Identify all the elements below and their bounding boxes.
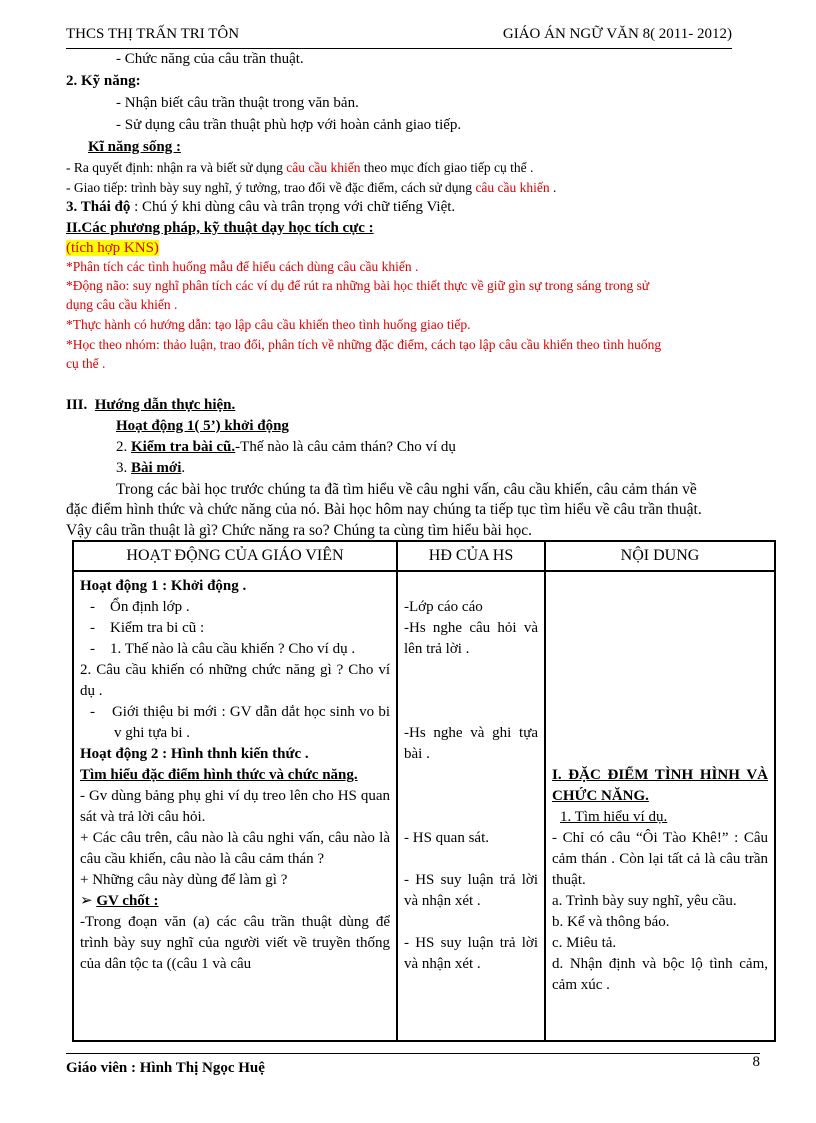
topic-title: Tìm hiểu đặc điểm hình thức và chức năng. xyxy=(80,767,358,783)
table-header-row xyxy=(73,541,775,571)
teacher-signature: Giáo viên : Hình Thị Ngọc Huệ xyxy=(66,1060,265,1076)
list-item: - Giới thiệu bi mới : GV dẫn dắt học sinh vo bi v ghi tựa bi . xyxy=(90,704,391,741)
col-header-student: HĐ CỦA HS xyxy=(397,541,545,571)
content-item: a. Trình bày suy nghĩ, yêu cầu. xyxy=(552,893,737,909)
question-2: 2. Câu cầu khiến có những chức năng gì ? Cho ví dụ . xyxy=(80,662,390,699)
life-skill-2: - Giao tiếp: trình bày suy nghĩ, ý tưởng, trao đổi về đặc điểm, cách sử dụng câu cầu khiến . xyxy=(66,180,557,195)
intro-line: đặc điểm hình thức và chức năng của nó. Bài học hôm nay chúng ta tiếp tục tìm hiểu về câu trần thuật. xyxy=(66,501,702,518)
list-item: - Ổn định lớp . xyxy=(90,599,190,615)
method-item: *Phân tích các tình huống mẫu để hiểu cách dùng câu cầu khiến . xyxy=(66,259,419,274)
lesson-table xyxy=(72,540,776,1042)
methods-heading: II.Các phương pháp, kỹ thuật dạy học tích cực : xyxy=(66,220,374,236)
student-step: -Hs nghe và ghi tựa bài . xyxy=(404,725,538,762)
document-title: GIÁO ÁN NGỮ VĂN 8( 2011- 2012) xyxy=(502,26,732,42)
content-subheading: 1. Tìm hiểu ví dụ. xyxy=(560,809,668,825)
list-item: - 1. Thế nào là câu cầu khiến ? Cho ví dụ . xyxy=(90,641,356,657)
attitude: 3. Thái độ : Chú ý khi dùng câu và trân trọng với chữ tiếng Việt. xyxy=(66,199,456,215)
page-header xyxy=(66,26,732,49)
student-step: -Lớp cáo cáo xyxy=(404,599,483,615)
col-header-content: NỘI DUNG xyxy=(545,541,775,571)
student-step: - HS suy luận trả lời và nhận xét . xyxy=(404,872,538,909)
teacher-step: -Trong đoạn văn (a) các câu trần thuật dùng để trình bày suy nghĩ của người viết về truyền thống của dân tộc ta ((câu 1 và câu xyxy=(80,914,390,972)
teacher-step: + Các câu trên, câu nào là câu nghi vấn, câu nào là câu cầu khiến, câu nào là câu cảm thán ? xyxy=(80,830,390,867)
gv-chot: ➢ GV chốt : xyxy=(80,893,159,909)
table-row xyxy=(73,571,775,1041)
arrow-bullet-icon: ➢ xyxy=(80,893,93,909)
intro-line: Vậy câu trần thuật là gì? Chức năng ra so? Chúng ta cùng tìm hiểu bài học. xyxy=(66,522,532,539)
content-item: - Chỉ có câu “Ôi Tào Khê!” : Câu cảm thán . Còn lại tất cả là câu trần thuật. xyxy=(552,830,768,888)
skill-item: - Nhận biết câu trần thuật trong văn bản. xyxy=(116,95,359,111)
content-item: c. Miêu tả. xyxy=(552,935,617,951)
kns-tag: (tích hợp KNS) xyxy=(66,240,159,256)
page-number: 8 xyxy=(752,1054,760,1070)
check-old-lesson: 2. Kiểm tra bài cũ.-Thế nào là câu cảm thán? Cho ví dụ xyxy=(116,439,456,455)
content-item: b. Kể và thông báo. xyxy=(552,914,670,930)
student-step: - HS suy luận trả lời và nhận xét . xyxy=(404,935,538,972)
method-item: dụng câu cầu khiến . xyxy=(66,297,178,312)
skill-item: - Sử dụng câu trần thuật phù hợp với hoàn cảnh giao tiếp. xyxy=(116,117,462,133)
guide-heading: III. Hướng dẫn thực hiện. xyxy=(66,397,236,413)
activity-2-title: Hoạt động 2 : Hình thnh kiến thức . xyxy=(80,746,309,762)
teacher-cell xyxy=(73,571,397,1041)
life-skill-1: - Ra quyết định: nhận ra và biết sử dụng câu cầu khiến theo mục đích giao tiếp cụ thể . xyxy=(66,160,534,175)
content-heading: I. ĐẶC ĐIỂM TÌNH HÌNH VÀ CHỨC NĂNG. xyxy=(552,767,768,804)
teacher-step: - Gv dùng bảng phụ ghi ví dụ treo lên cho HS quan sát và trả lời câu hỏi. xyxy=(80,788,390,825)
new-lesson: 3. Bài mới. xyxy=(116,460,186,476)
page-footer xyxy=(66,1053,760,1076)
activity-1-title: Hoạt động 1 : Khởi động . xyxy=(80,578,247,594)
content-cell xyxy=(545,571,775,1041)
student-step: -Hs nghe câu hỏi và lên trả lời . xyxy=(404,620,538,657)
content-item: d. Nhận định và bộc lộ tình cảm, cảm xúc . xyxy=(552,956,768,993)
list-item: - Kiểm tra bi cũ : xyxy=(90,620,205,636)
method-item: *Học theo nhóm: thảo luận, trao đổi, phân tích về những đặc điểm, cách tạo lập câu cầu khiến theo tình huống xyxy=(66,337,662,352)
method-item: cụ thể . xyxy=(66,356,106,371)
school-name: THCS THỊ TRẤN TRI TÔN xyxy=(66,26,240,42)
method-item: *Thực hành có hướng dẫn: tạo lập câu cầu khiến theo tình huống giao tiếp. xyxy=(66,317,471,332)
skills-heading: 2. Kỹ năng: xyxy=(66,73,141,89)
life-skills-heading: Kĩ năng sống : xyxy=(88,139,181,155)
student-step: - HS quan sát. xyxy=(404,830,489,846)
intro-line: Trong các bài học trước chúng ta đã tìm hiểu về câu nghi vấn, câu cầu khiến, câu cảm thán về xyxy=(116,481,697,498)
activity-1-heading: Hoạt động 1( 5’) khởi động xyxy=(116,418,289,434)
teacher-step: + Những câu này dùng để làm gì ? xyxy=(80,872,288,888)
col-header-teacher: HOẠT ĐỘNG CỦA GIÁO VIÊN xyxy=(73,541,397,571)
knowledge-item: - Chức năng của câu trần thuật. xyxy=(116,51,304,67)
student-cell xyxy=(397,571,545,1041)
method-item: *Động não: suy nghĩ phân tích các ví dụ để rút ra những bài học thiết thực về giữ gìn sự trong sáng trong sử xyxy=(66,278,650,293)
